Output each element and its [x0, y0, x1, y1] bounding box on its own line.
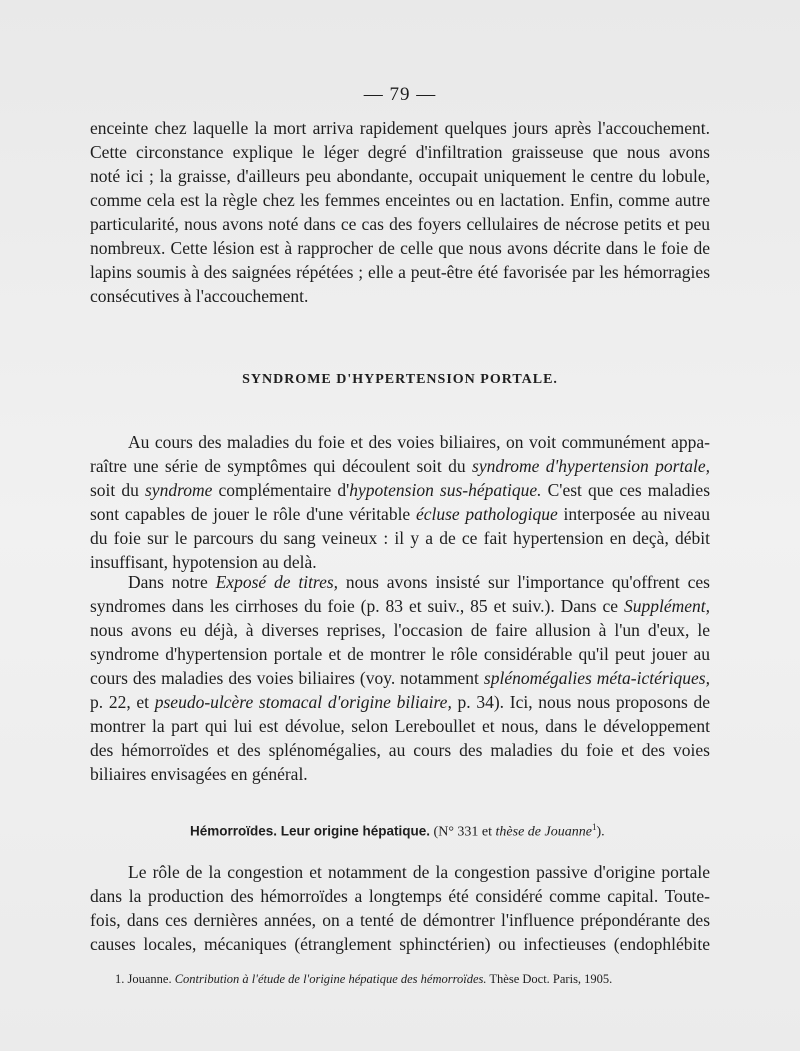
subheading-title: Hémorroïdes. Leur origine hépatique. — [190, 823, 431, 839]
paragraph-expose-titres — [90, 570, 710, 786]
text-line: sont capables de jouer le rôle d'une véritable écluse pathologique interposée au niveau — [90, 504, 710, 524]
intro-paragraph — [90, 116, 710, 308]
text-line: fois, dans ces dernières années, on a tenté de démontrer l'influence prépondérante des — [90, 910, 710, 930]
text-line: particularité, nous avons noté dans ce cas des foyers cellulaires de nécrose petits et peu — [90, 214, 710, 234]
text-line: enceinte chez laquelle la mort arriva rapidement quelques jours après l'accouchement. — [90, 118, 710, 138]
text-line: causes locales, mécaniques (étranglement sphinctérien) ou infectieuses (endophlébite — [90, 934, 710, 954]
text-line: Le rôle de la congestion et notamment de la congestion passive d'origine portale — [128, 862, 710, 882]
footnote-ref-text: thèse de Jouanne — [495, 824, 592, 840]
text-line: insuffisant, hypotension au delà. — [90, 552, 317, 572]
footnote-marker: 1 — [591, 822, 597, 832]
text-line: raître une série de symptômes qui découlent soit du syndrome d'hypertension portale, — [90, 456, 710, 476]
text-line: p. 22, et pseudo-ulcère stomacal d'origine biliaire, p. 34). Ici, nous nous proposons de — [90, 692, 710, 712]
text-line: syndromes dans les cirrhoses du foie (p. 83 et suiv., 85 et suiv.). Dans ce Supplément, — [90, 596, 710, 616]
text-line: nous avons eu déjà, à diverses reprises, l'occasion de faire allusion à l'un d'eux, le — [90, 620, 710, 640]
text-line: des hémorroïdes et des splénomégalies, au cours des maladies du foie et des voies — [90, 740, 710, 760]
text-line: lapins soumis à des saignées répétées ; elle a peut-être été favorisée par les hémorragies — [90, 262, 710, 282]
text-line: soit du syndrome complémentaire d'hypotension sus-hépatique. C'est que ces maladies — [90, 480, 710, 500]
text-line: nombreux. Cette lésion est à rapprocher de celle que nous avons décrite dans le foie de — [90, 238, 710, 258]
text-line: du foie sur le parcours du sang veineux : il y a de ce fait hypertension en deçà, débit — [90, 528, 710, 548]
text-line: montrer la part qui lui est dévolue, selon Lereboullet et nous, dans le développement — [90, 716, 710, 736]
text-line: consécutives à l'accouchement. — [90, 286, 309, 306]
text-line: biliaires envisagées en général. — [90, 764, 308, 784]
text-line: Dans notre Exposé de titres, nous avons insisté sur l'importance qu'offrent ces — [128, 572, 710, 592]
paragraph-intro-syndrome — [90, 430, 710, 574]
section-heading: SYNDROME D'HYPERTENSION PORTALE. — [242, 372, 558, 387]
text-line: noté ici ; la graisse, d'ailleurs peu abondante, occupait uniquement le centre du lobule, — [90, 166, 710, 186]
paragraph-congestion — [90, 860, 710, 956]
text-line: comme cela est la règle chez les femmes enceintes ou en lactation. Enfin, comme autre — [90, 190, 710, 210]
text-line: dans la production des hémorroïdes a longtemps été considéré comme capital. Toute- — [90, 886, 710, 906]
page-number: — 79 — — [363, 84, 437, 105]
subheading-hemorroides: Hémorroïdes. Leur origine hépatique. (N° 331 et thèse de Jouanne$^1$). — [190, 822, 605, 840]
text-line: Au cours des maladies du foie et des voies biliaires, on voit communément appa- — [128, 432, 710, 452]
text-line: syndrome d'hypertension portale et de montrer le rôle considérable qu'il peut jouer au — [90, 644, 710, 664]
footnote: 1. Jouanne. Contribution à l'étude de l'origine hépatique des hémorroïdes. Thèse Doct. Paris, 1905. — [115, 972, 613, 986]
text-line: cours des maladies des voies biliaires (voy. notamment splénomégalies méta-ictériques, — [90, 668, 710, 688]
text-line: Cette circonstance explique le léger degré d'infiltration graisseuse que nous avons — [90, 142, 710, 162]
footnote-title: Contribution à l'étude de l'origine hépatique des hémorroïdes. — [174, 972, 487, 986]
